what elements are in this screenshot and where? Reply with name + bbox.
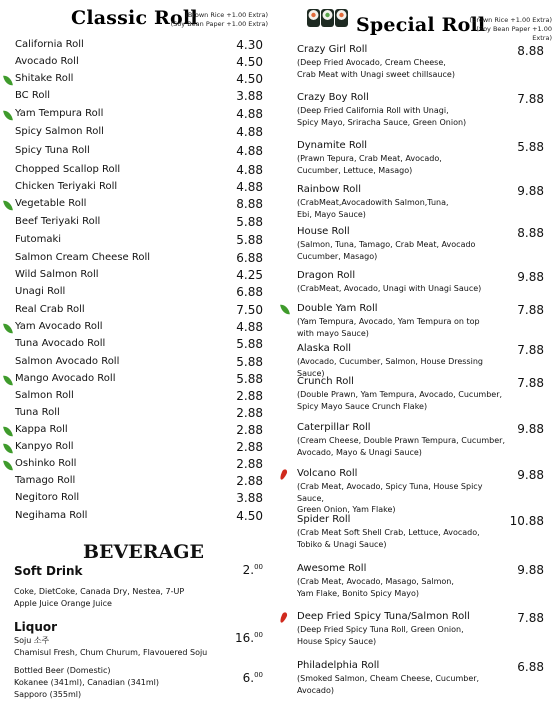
item-description: (CrabMeat, Avocado, Unagi with Unagi Sauce) xyxy=(297,284,482,293)
item-price: 4.50 xyxy=(236,509,263,523)
beverage-title: BEVERAGE xyxy=(83,541,205,563)
leaf-icon xyxy=(3,442,13,454)
item-name: BC Roll xyxy=(15,90,51,101)
menu-item xyxy=(0,491,276,508)
item-price: 3.88 xyxy=(236,89,263,103)
item-price: 2.88 xyxy=(236,389,263,403)
item-name: Avocado Roll xyxy=(15,56,79,67)
item-price: 4.25 xyxy=(236,268,263,282)
menu-item xyxy=(0,125,276,142)
item-description: (Crab Meat Soft Shell Crab, Lettuce, Avocado, Tobiko & Unagi Sauce) xyxy=(297,528,480,549)
item-name: Dragon Roll xyxy=(297,270,356,281)
item-price: 4.50 xyxy=(236,55,263,69)
item-name: Double Yam Roll xyxy=(297,303,378,314)
item-price: 2.88 xyxy=(236,457,263,471)
leaf-icon xyxy=(3,459,13,471)
item-name: Tamago Roll xyxy=(15,475,76,486)
menu-item xyxy=(0,285,276,302)
item-name: Negitoro Roll xyxy=(15,492,80,503)
menu-item xyxy=(0,337,276,354)
menu-item xyxy=(0,215,276,232)
menu-item xyxy=(0,509,276,526)
menu-item xyxy=(0,107,276,124)
item-description: (Cream Cheese, Double Prawn Tempura, Cucumber, Avocado, Mayo & Unagi Sauce) xyxy=(297,436,505,457)
item-description: (Deep Fried Avocado, Cream Cheese, Crab Meat with Unagi sweet chillsauce) xyxy=(297,58,455,79)
item-name: Spicy Tuna Roll xyxy=(15,145,90,156)
item-name: Awesome Roll xyxy=(297,563,367,574)
leaf-icon xyxy=(3,322,13,334)
leaf-icon xyxy=(3,199,13,211)
menu-item xyxy=(0,303,276,320)
item-name: Real Crab Roll xyxy=(15,304,85,315)
leaf-icon xyxy=(280,303,290,315)
item-price: 6.88 xyxy=(236,251,263,265)
special-roll-section xyxy=(276,0,559,700)
item-price: 7.50 xyxy=(236,303,263,317)
item-price: 7.88 xyxy=(517,303,544,317)
soft-drink-price: 2.00 xyxy=(242,563,263,577)
item-price: 5.88 xyxy=(236,372,263,386)
item-price: 5.88 xyxy=(517,140,544,154)
classic-roll-extras xyxy=(168,11,268,29)
soft-drink-desc: Coke, DietCoke, Canada Dry, Nestea, 7-UP Apple Juice Orange Juice xyxy=(14,587,185,608)
sushi-roll-icon xyxy=(306,6,350,30)
item-price: 9.88 xyxy=(517,563,544,577)
liquor-title: Liquor xyxy=(14,620,58,634)
menu-item xyxy=(0,38,276,55)
item-description: (Smoked Salmon, Cheam Cheese, Cucumber, Avocado) xyxy=(297,674,480,695)
menu-item xyxy=(0,180,276,197)
item-price: 5.88 xyxy=(236,233,263,247)
item-price: 9.88 xyxy=(517,422,544,436)
item-name: Rainbow Roll xyxy=(297,184,361,195)
item-price: 2.88 xyxy=(236,440,263,454)
item-price: 4.30 xyxy=(236,38,263,52)
item-description: (Avocado, Cucumber, Salmon, House Dressing Sauce) xyxy=(297,357,483,378)
item-name: House Roll xyxy=(297,226,350,237)
item-name: Mango Avocado Roll xyxy=(15,373,116,384)
item-price: 2.88 xyxy=(236,406,263,420)
item-name: Salmon Roll xyxy=(15,390,74,401)
item-price: 4.88 xyxy=(236,180,263,194)
item-price: 4.88 xyxy=(236,107,263,121)
item-price: 5.88 xyxy=(236,337,263,351)
item-description: (Deep Fried California Roll with Unagi, Spicy Mayo, Sriracha Sauce, Green Onion) xyxy=(297,106,467,127)
menu-item xyxy=(0,89,276,106)
item-name: Spicy Salmon Roll xyxy=(15,126,104,137)
menu-item xyxy=(0,389,276,406)
item-name: Kanpyo Roll xyxy=(15,441,74,452)
menu-item xyxy=(0,268,276,285)
item-price: 5.88 xyxy=(236,355,263,369)
classic-roll-title: Classic Roll xyxy=(71,7,198,29)
item-price: 5.88 xyxy=(236,215,263,229)
chili-icon xyxy=(279,468,288,480)
classic-roll-section xyxy=(0,0,276,700)
menu-item xyxy=(0,144,276,161)
menu-item xyxy=(0,320,276,337)
leaf-icon xyxy=(3,109,13,121)
item-name: Salmon Avocado Roll xyxy=(15,356,120,367)
item-name: Alaska Roll xyxy=(297,343,352,354)
item-price: 9.88 xyxy=(517,270,544,284)
item-price: 2.88 xyxy=(236,474,263,488)
item-name: Tuna Avocado Roll xyxy=(15,338,106,349)
item-price: 7.88 xyxy=(517,376,544,390)
chili-icon xyxy=(279,611,288,623)
menu-item xyxy=(0,474,276,491)
item-name: Yam Tempura Roll xyxy=(15,108,104,119)
item-price: 8.88 xyxy=(517,44,544,58)
item-description: (Crab Meat, Avocado, Spicy Tuna, House Spicy Sauce, Green Onion, Yam Flake) xyxy=(297,482,483,514)
item-price: 6.88 xyxy=(517,660,544,674)
soju-price: 16.00 xyxy=(234,631,263,645)
item-name: Chopped Scallop Roll xyxy=(15,164,121,175)
item-description: (Prawn Tepura, Crab Meat, Avocado, Cucumber, Lettuce, Masago) xyxy=(297,154,442,175)
item-name: Negihama Roll xyxy=(15,510,88,521)
item-name: Salmon Cream Cheese Roll xyxy=(15,252,151,263)
item-price: 8.88 xyxy=(236,197,263,211)
menu-item xyxy=(0,406,276,423)
menu-item xyxy=(0,355,276,372)
item-description: (Double Prawn, Yam Tempura, Avocado, Cucumber, Spicy Mayo Sauce Crunch Flake) xyxy=(297,390,503,411)
item-price: 9.88 xyxy=(517,468,544,482)
extra-brown-rice: (Brown Rice +1.00 Extra) xyxy=(185,11,268,19)
item-name: Shitake Roll xyxy=(15,73,74,84)
item-name: Crunch Roll xyxy=(297,376,354,387)
soju-desc: Chamisul Fresh, Chum Churum, Flavouered Soju xyxy=(14,648,208,657)
item-description: (Deep Fried Spicy Tuna Roll, Green Onion, House Spicy Sauce) xyxy=(297,625,464,646)
item-price: 4.88 xyxy=(236,144,263,158)
item-price: 2.88 xyxy=(236,423,263,437)
item-name: Crazy Boy Roll xyxy=(297,92,369,103)
item-name: Futomaki xyxy=(15,234,62,245)
item-price: 4.50 xyxy=(236,72,263,86)
extra-soy-paper: (Soy Bean Paper +1.00 Extra) xyxy=(476,25,552,42)
soju-name: Soju 소주 xyxy=(14,636,50,645)
item-price: 4.88 xyxy=(236,125,263,139)
item-name: Spider Roll xyxy=(297,514,351,525)
item-name: Caterpillar Roll xyxy=(297,422,371,433)
item-name: Oshinko Roll xyxy=(15,458,77,469)
item-name: Beef Teriyaki Roll xyxy=(15,216,101,227)
item-description: (Yam Tempura, Avocado, Yam Tempura on top with mayo Sauce) xyxy=(297,317,480,338)
item-description: (Crab Meat, Avocado, Masago, Salmon, Yam Flake, Bonito Spicy Mayo) xyxy=(297,577,454,598)
item-name: Unagi Roll xyxy=(15,286,66,297)
special-roll-title: Special Roll xyxy=(356,14,486,36)
item-name: Tuna Roll xyxy=(15,407,60,418)
menu-item xyxy=(0,440,276,457)
extra-brown-rice: (Brown Rice +1.00 Extra) xyxy=(469,16,552,24)
item-price: 7.88 xyxy=(517,611,544,625)
item-price: 9.88 xyxy=(517,184,544,198)
item-name: Yam Avocado Roll xyxy=(15,321,103,332)
item-price: 7.88 xyxy=(517,92,544,106)
menu-item xyxy=(0,457,276,474)
menu-item xyxy=(0,233,276,250)
item-name: Vegetable Roll xyxy=(15,198,87,209)
menu-item xyxy=(0,251,276,268)
item-name: Volcano Roll xyxy=(297,468,358,479)
menu-item xyxy=(0,197,276,214)
item-price: 8.88 xyxy=(517,226,544,240)
beer-price: 6.00 xyxy=(242,671,263,685)
menu-item xyxy=(0,423,276,440)
item-name: Philadelphia Roll xyxy=(297,660,380,671)
item-price: 4.88 xyxy=(236,320,263,334)
extra-soy-paper: (Soy Bean Paper +1.00 Extra) xyxy=(170,20,268,28)
menu-item xyxy=(0,372,276,389)
item-description: (CrabMeat,Avocadowith Salmon,Tuna, Ebi, Mayo Sauce) xyxy=(297,198,449,219)
item-price: 7.88 xyxy=(517,343,544,357)
item-name: Crazy Girl Roll xyxy=(297,44,368,55)
leaf-icon xyxy=(3,74,13,86)
item-name: Chicken Teriyaki Roll xyxy=(15,181,118,192)
leaf-icon xyxy=(3,374,13,386)
item-name: California Roll xyxy=(15,39,84,50)
item-name: Kappa Roll xyxy=(15,424,68,435)
item-price: 3.88 xyxy=(236,491,263,505)
menu-item xyxy=(0,72,276,89)
item-name: Deep Fried Spicy Tuna/Salmon Roll xyxy=(297,611,470,622)
soft-drink-title: Soft Drink xyxy=(14,564,83,578)
special-roll-extras xyxy=(456,16,552,43)
menu-item xyxy=(0,163,276,180)
item-description: (Salmon, Tuna, Tamago, Crab Meat, Avocado Cucumber, Masago) xyxy=(297,240,476,261)
item-price: 10.88 xyxy=(509,514,544,528)
item-name: Wild Salmon Roll xyxy=(15,269,99,280)
item-price: 6.88 xyxy=(236,285,263,299)
beer-desc: Bottled Beer (Domestic) Kokanee (341ml), Canadian (341ml) Sapporo (355ml) xyxy=(14,666,160,699)
item-name: Dynamite Roll xyxy=(297,140,368,151)
menu-item xyxy=(0,55,276,72)
leaf-icon xyxy=(3,425,13,437)
item-price: 4.88 xyxy=(236,163,263,177)
